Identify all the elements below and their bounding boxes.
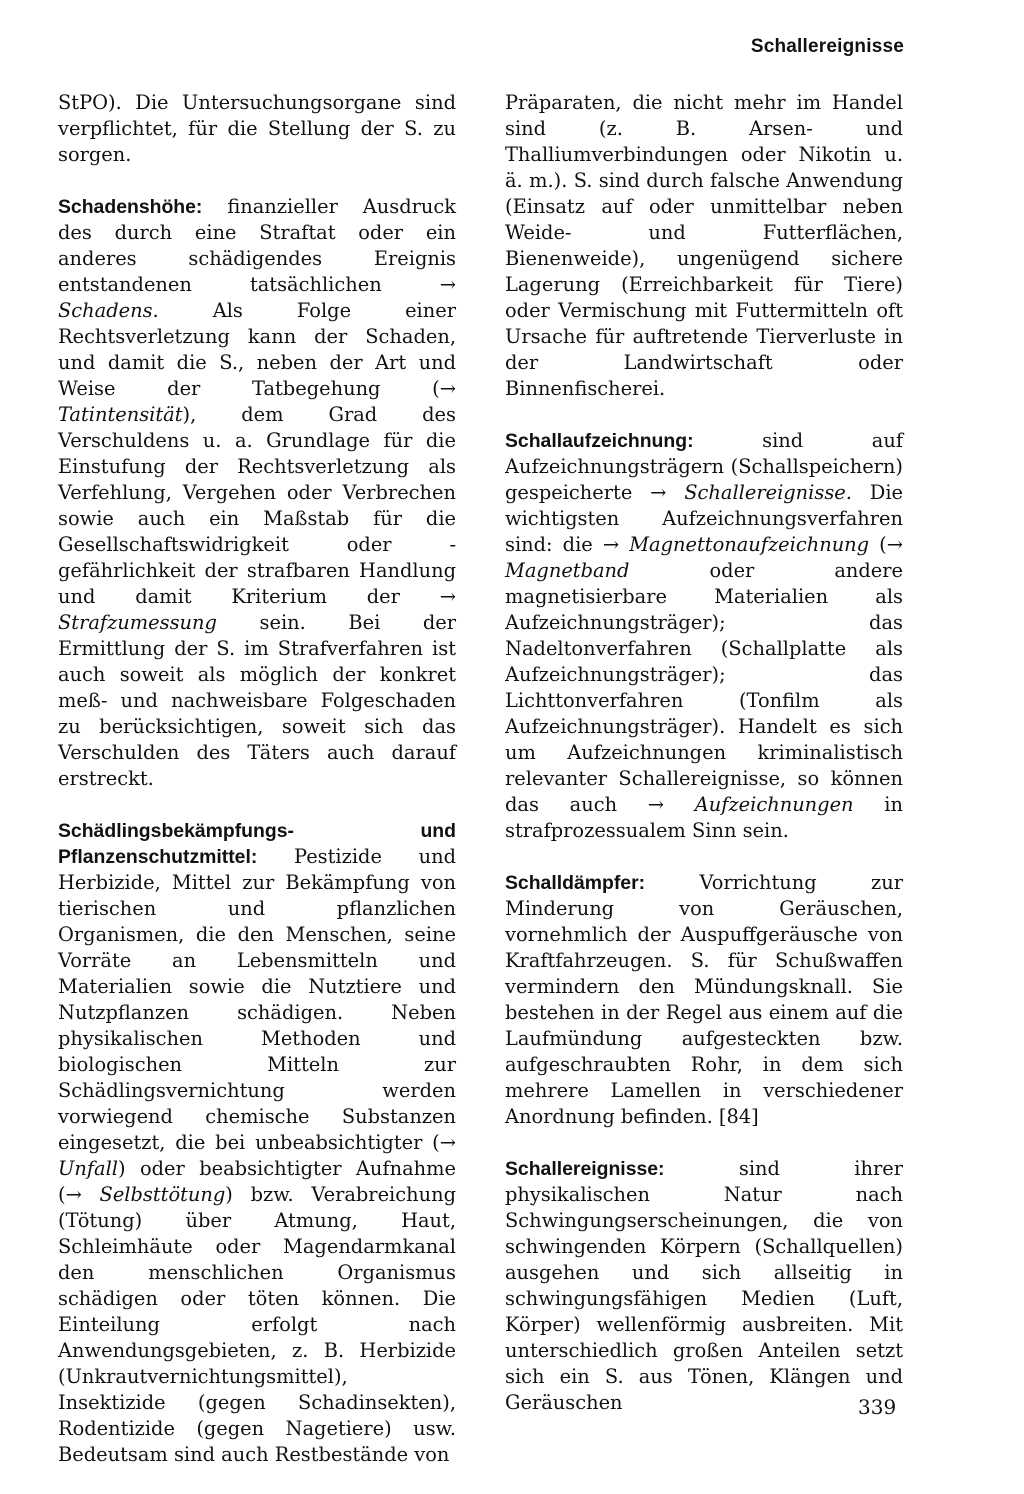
entry-text: sein. Bei der Ermittlung der S. im Strafverfahren ist auch soweit als möglich der konkret meß- und nachweisbare Folgeschaden zu berücksichtigen, soweit sich das Verschulden des Täters auch darauf erstreckt. — [58, 611, 456, 790]
cross-reference: Unfall — [58, 1157, 118, 1180]
entry-headword: Schalldämpfer: — [505, 872, 646, 894]
cross-reference: Schallereignisse. — [684, 481, 852, 504]
entry-headword: Schallaufzeichnung: — [505, 430, 694, 452]
entry-text: ) bzw. Verabreichung (Tötung) über Atmung, Haut, Schleimhäute oder Magendarmkanal den menschlichen Organismus schädigen oder töten können. Die Einteilung erfolgt nach Anwendungsgebieten, z. B. Herbizide (Unkrautvernichtungsmittel), Insektizide (gegen Schadinsekten), Rodentizide (gegen Nagetiere) usw. Bedeutsam sind auch Restbestände von — [58, 1183, 456, 1466]
entry-text: finanzieller Ausdruck des durch eine Straftat oder ein anderes schädigendes Ereignis entstandenen tatsächlichen → — [58, 195, 456, 296]
entry-text: Pestizide und Herbizide, Mittel zur Bekämpfung von tierischen und pflanzlichen Organismen, die den Menschen, seine Vorräte an Lebensmitteln und Materialien sowie die Nutztiere und Nutzpflanzen schädigen. Neben physikalischen Methoden und biologischen Mitteln zur Schädlingsvernichtung werden vorwiegend chemische Substanzen eingesetzt, die bei unbeabsichtigter (→ — [58, 845, 456, 1154]
cross-reference: Selbsttötung — [99, 1183, 226, 1206]
entry-schaedlingsbekaempfungsmittel — [58, 818, 456, 1468]
entry-text: in strafprozessualem Sinn sein. — [505, 793, 903, 842]
entry-headword: Schadenshöhe: — [58, 196, 203, 218]
cross-reference: Tatintensität — [58, 403, 183, 426]
entry-text: (→ — [869, 533, 903, 556]
continued-text: Präparaten, die nicht mehr im Handel sind (z. B. Arsen- und Thalliumverbindungen oder Nikotin u. ä. m.). S. sind durch falsche Anwendung (Einsatz auf oder unmittelbar neben Weide- und Futterflächen, Bienenweide), ungenügend sichere Lagerung (Erreichbarkeit für Tiere) oder Vermischung mit Futtermitteln oft Ursache für auftretende Tierverluste in der Landwirtschaft oder Binnenfischerei. — [505, 91, 903, 400]
entry-text: Die wichtigsten Aufzeichnungsverfahren sind: die → — [505, 481, 903, 556]
cross-reference: Magnettonaufzeichnung — [629, 533, 870, 556]
cross-reference: Aufzeichnungen — [694, 793, 854, 816]
cross-reference: Strafzumessung — [58, 611, 217, 634]
entry-text: oder andere magnetisierbare Materialien als Aufzeichnungsträger); das Nadeltonverfahren (Schallplatte als Aufzeichnungsträger); das Lichttonverfahren (Tonfilm als Aufzeichnungsträger). Handelt es sich um Aufzeichnungen kriminalistisch relevanter Schallereignisse, so können das auch → — [505, 559, 903, 816]
entry-text: ), dem Grad des Verschuldens u. a. Grundlage für die Einstufung der Rechtsverletzung als Verfehlung, Vergehen oder Verbrechen sowie auch ein Maßstab für die Gesellschaftswidrigkeit oder -gefährlichkeit der strafbaren Handlung und damit Kriterium der → — [58, 403, 456, 608]
entry-headword: Schallereignisse: — [505, 1158, 665, 1180]
continued-text: StPO). Die Untersuchungsorgane sind verpflichtet, für die Stellung der S. zu sorgen. — [58, 91, 456, 166]
right-column — [505, 90, 903, 1416]
entry-text: sind ihrer physikalischen Natur nach Schwingungserscheinungen, die von schwingenden Körpern (Schallquellen) ausgehen und sich allseitig in schwingungsfähigen Medien (Luft, Körper) wellenförmig ausbreiten. Mit unterschiedlich großen Anteilen setzt sich ein S. aus Tönen, Klängen und Geräuschen — [505, 1157, 903, 1414]
entry-schallereignisse — [505, 1156, 903, 1416]
cross-reference: Schadens. — [58, 299, 159, 322]
entry-schallaufzeichnung — [505, 428, 903, 844]
entry-schalldaempfer — [505, 870, 903, 1130]
entry-text: sind auf Aufzeichnungsträgern (Schallspeichern) gespeicherte → — [505, 429, 903, 504]
cross-reference: Magnetband — [505, 559, 630, 582]
entry-headword: Schädlingsbekämpfungs- und Pflanzenschutzmittel: — [58, 820, 456, 868]
entry-text: Vorrichtung zur Minderung von Geräuschen, vornehmlich der Auspuffgeräusche von Kraftfahrzeugen. S. für Schußwaffen vermindern den Mündungsknall. Sie bestehen in der Regel aus einem auf die Laufmündung aufgesteckten bzw. aufgeschraubten Rohr, in dem sich mehrere Lamellen in verschiedener Anordnung befinden. [84] — [505, 871, 903, 1128]
running-head: Schallereignisse — [750, 36, 904, 57]
left-column — [58, 90, 456, 1468]
entry-text: ) oder beabsichtigter Aufnahme (→ — [58, 1157, 456, 1206]
entry-schadenshoehe — [58, 194, 456, 792]
page-number: 339 — [858, 1395, 897, 1419]
entry-text: Als Folge einer Rechtsverletzung kann der Schaden, und damit die S., neben der Art und Weise der Tatbegehung (→ — [58, 299, 456, 400]
